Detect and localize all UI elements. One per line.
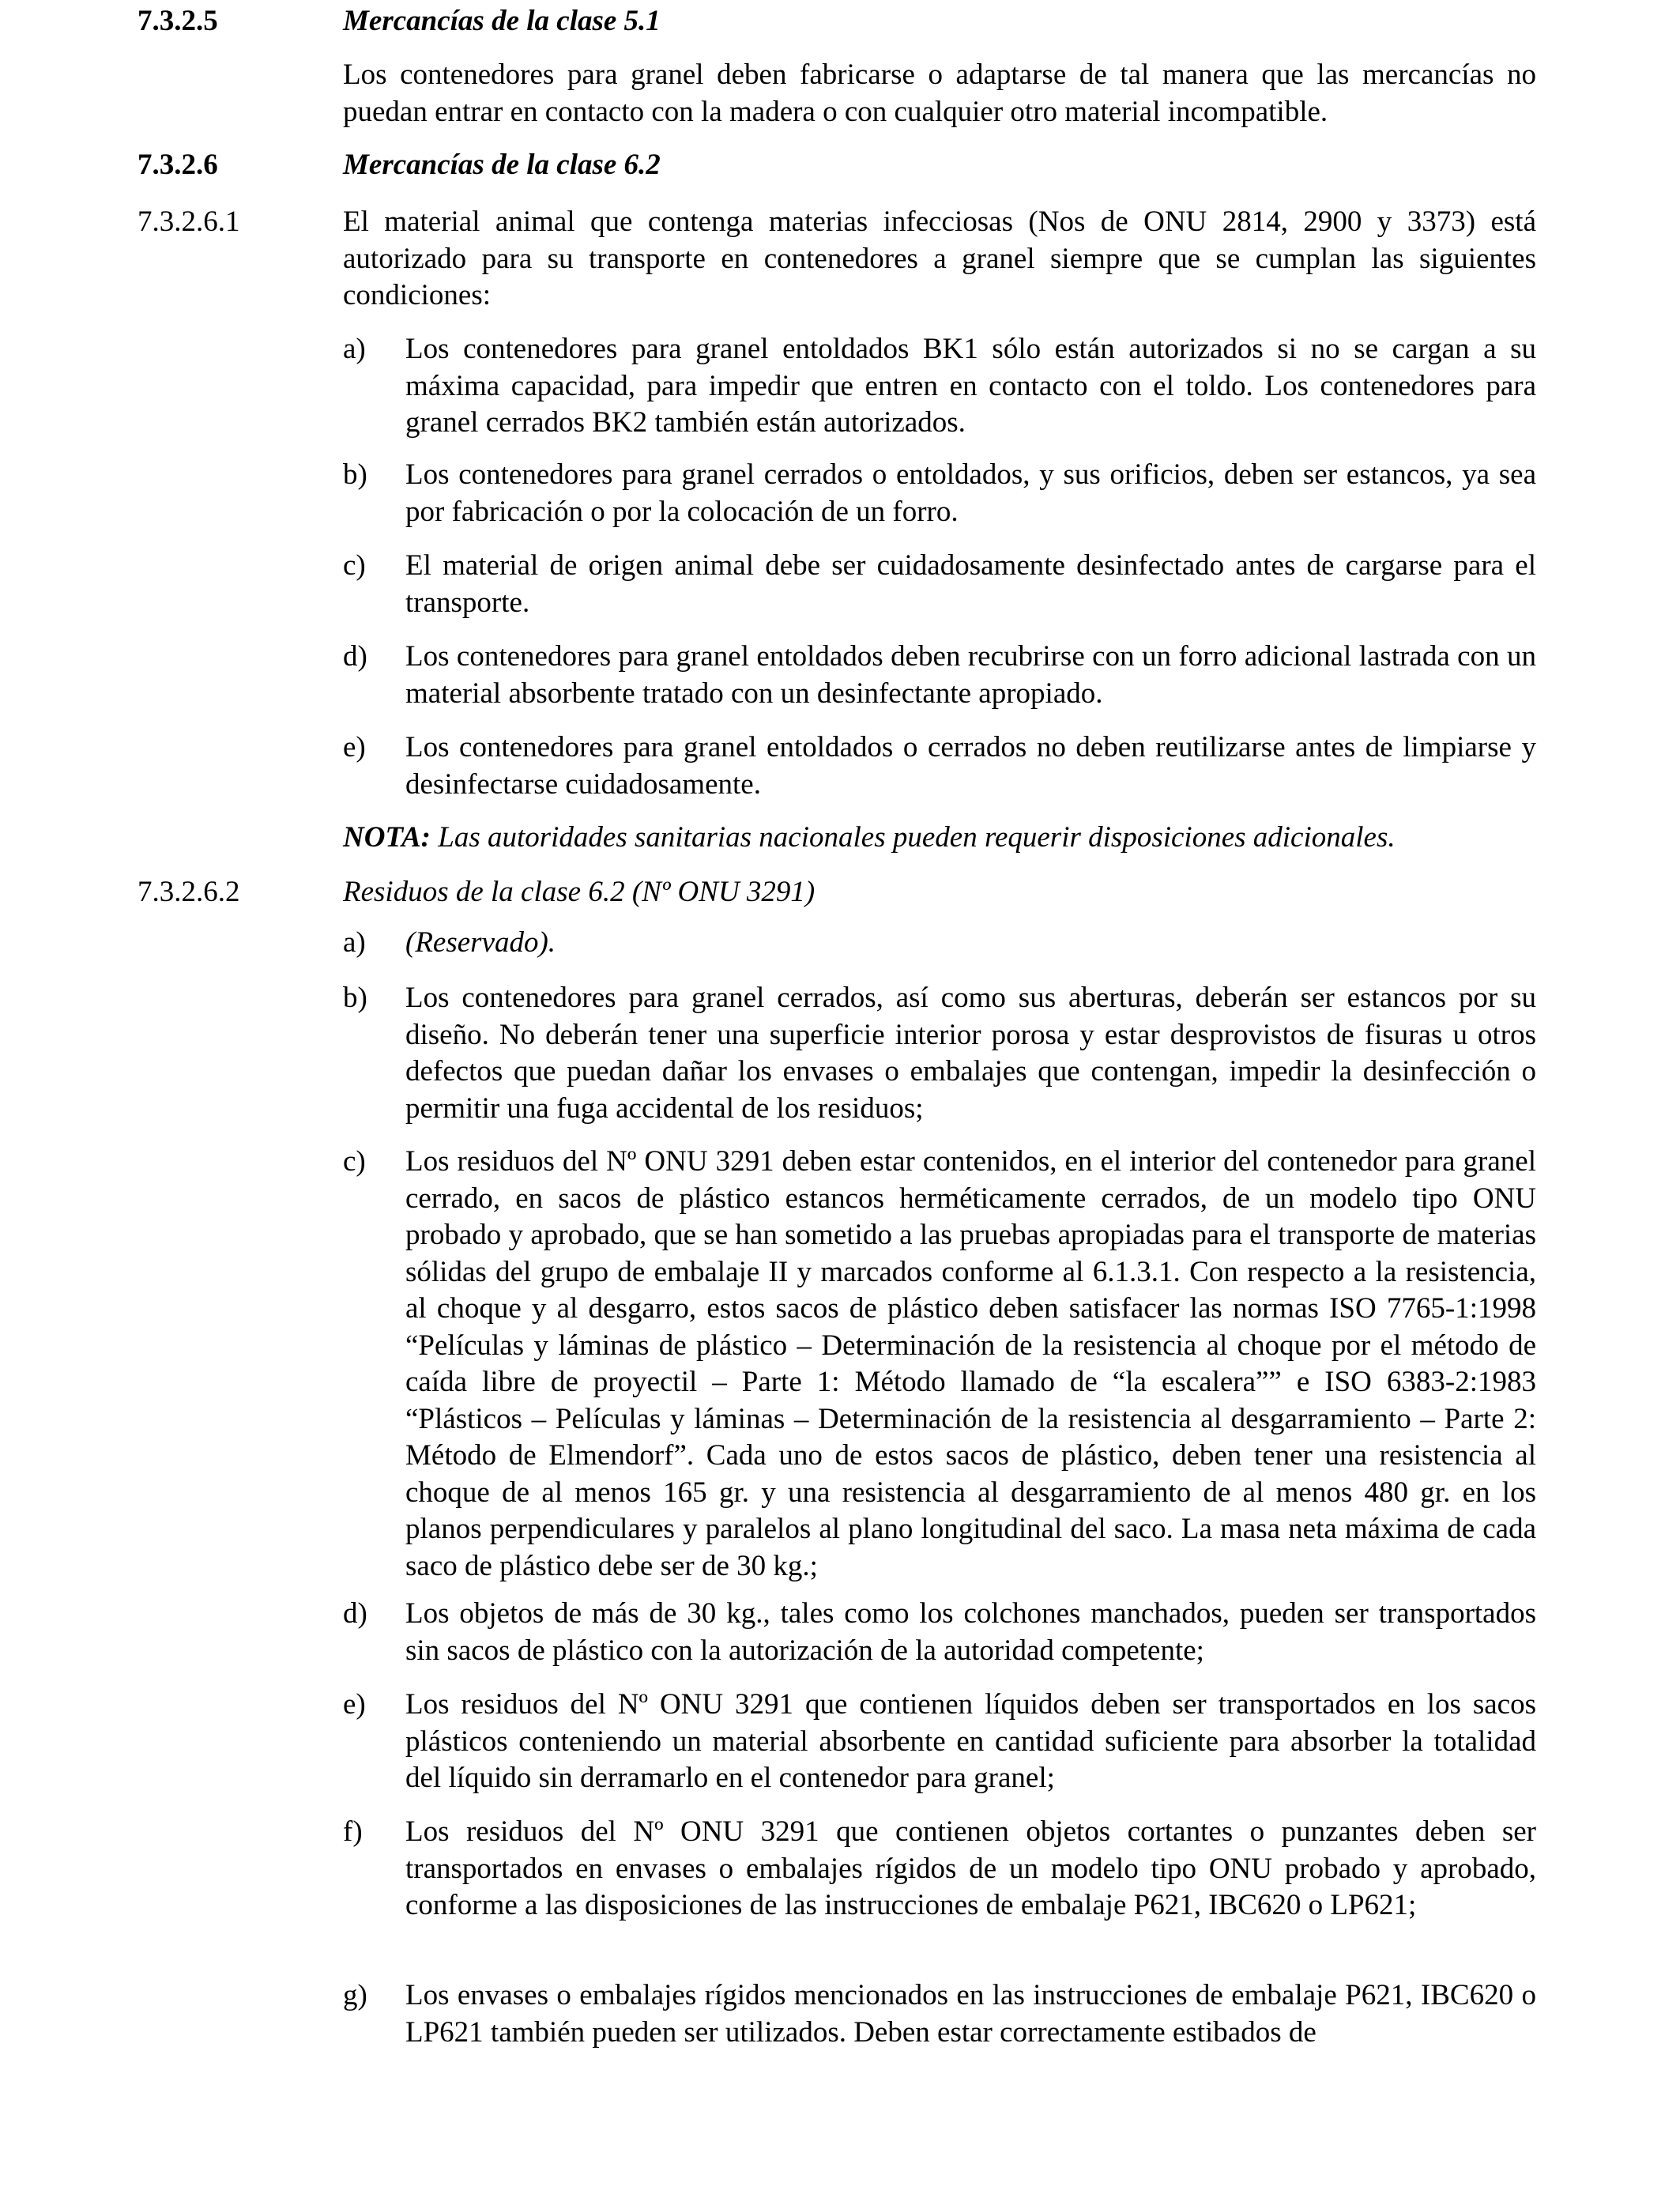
list-item-letter: c) [343,549,366,582]
list-item-letter: d) [343,1597,367,1630]
section-number: 7.3.2.5 [137,5,218,37]
list-item-text: Los contenedores para granel cerrados, así como sus aberturas, deberán ser estancos por su diseño. No deberán tener una superficie interior porosa y estar desprovistos de fisuras u otros defectos que puedan dañar los envases o embalajes que contengan, impedir la desinfección o permitir una fuga accidental de los residuos; [405,982,1536,1125]
list-item-letter: e) [343,1688,366,1721]
section-title: Mercancías de la clase 5.1 [343,5,661,37]
list-item-text: (Reservado). [405,926,556,959]
list-item-letter: d) [343,640,367,673]
list-item-text: Los objetos de más de 30 kg., tales como los colchones manchados, pueden ser transportados sin sacos de plástico con la autorización de la autoridad competente; [405,1597,1536,1667]
list-item-letter: a) [343,926,366,959]
section-title: Residuos de la clase 6.2 (Nº ONU 3291) [343,876,816,908]
list-item-letter: g) [343,1979,367,2011]
list-item-letter: c) [343,1145,366,1178]
section-number: 7.3.2.6 [137,149,218,181]
section-title: Mercancías de la clase 6.2 [343,149,661,181]
section-paragraph: Los contenedores para granel deben fabricarse o adaptarse de tal manera que las mercancías no puedan entrar en contacto con la madera o con cualquier otro material incompatible. [343,58,1536,128]
list-item-letter: a) [343,333,366,365]
section-number: 7.3.2.6.1 [137,205,240,238]
list-item-text: Los envases o embalajes rígidos mencionados en las instrucciones de embalaje P621, IBC620 o LP621 también pueden ser utilizados. Deben estar correctamente estibados de [405,1979,1536,2049]
list-item-text: Los contenedores para granel entoldados BK1 sólo están autorizados si no se cargan a su máxima capacidad, para impedir que entren en contacto con el toldo. Los contenedores para granel cerrados BK2 también están autorizados. [405,333,1536,439]
note [343,820,1536,856]
list-item-letter: f) [343,1815,363,1848]
list-item-text: Los residuos del Nº ONU 3291 que contienen objetos cortantes o punzantes deben ser transportados en envases o embalajes rígidos de un modelo tipo ONU probado y aprobado, conforme a las disposiciones de las instrucciones de embalaje P621, IBC620 o LP621; [405,1815,1536,1921]
note-text: Las autoridades sanitarias nacionales pueden requerir disposiciones adicionales. [431,821,1396,854]
list-item-text: Los residuos del Nº ONU 3291 que contienen líquidos deben ser transportados en los sacos plásticos conteniendo un material absorbente en cantidad suficiente para absorber la totalidad del líquido sin derramarlo en el contenedor para granel; [405,1688,1536,1794]
list-item-text: Los contenedores para granel cerrados o entoldados, y sus orificios, deben ser estancos, ya sea por fabricación o por la colocación de un forro. [405,458,1536,528]
note-label: NOTA: [343,821,431,854]
section-paragraph: El material animal que contenga materias infecciosas (Nos de ONU 2814, 2900 y 3373) está autorizado para su transporte en contenedores a granel siempre que se cumplan las siguientes condiciones: [343,205,1536,311]
list-item-text: Los contenedores para granel entoldados deben recubrirse con un forro adicional lastrada con un material absorbente tratado con un desinfectante apropiado. [405,640,1536,710]
list-item-text: El material de origen animal debe ser cuidadosamente desinfectado antes de cargarse para el transporte. [405,549,1536,619]
list-item-text: Los contenedores para granel entoldados o cerrados no deben reutilizarse antes de limpiarse y desinfectarse cuidadosamente. [405,731,1536,801]
section-number: 7.3.2.6.2 [137,876,240,908]
list-item-letter: e) [343,731,366,763]
list-item-letter: b) [343,458,367,491]
list-item-text: Los residuos del Nº ONU 3291 deben estar contenidos, en el interior del contenedor para granel cerrado, en sacos de plástico estancos herméticamente cerrados, de un modelo tipo ONU probado y aprobado, que se han sometido a las pruebas apropiadas para el transporte de materias sólidas del grupo de embalaje II y marcados conforme al 6.1.3.1. Con respecto a la resistencia, al choque y al desgarro, estos sacos de plástico deben satisfacer las normas ISO 7765-1:1998 “Películas y láminas de plástico – Determinación de la resistencia al choque por el método de caída libre de proyectil – Parte 1: Método llamado de “la escalera”” e ISO 6383-2:1983 “Plásticos – Películas y láminas – Determinación de la resistencia al desgarramiento – Parte 2: Método de Elmendorf”. Cada uno de estos sacos de plástico, deben tener una resistencia al choque de al menos 165 gr. y una resistencia al desgarramiento de al menos 480 gr. en los planos perpendiculares y paralelos al plano longitudinal del saco. La masa neta máxima de cada saco de plástico debe ser de 30 kg.; [405,1145,1536,1582]
list-item-letter: b) [343,982,367,1014]
